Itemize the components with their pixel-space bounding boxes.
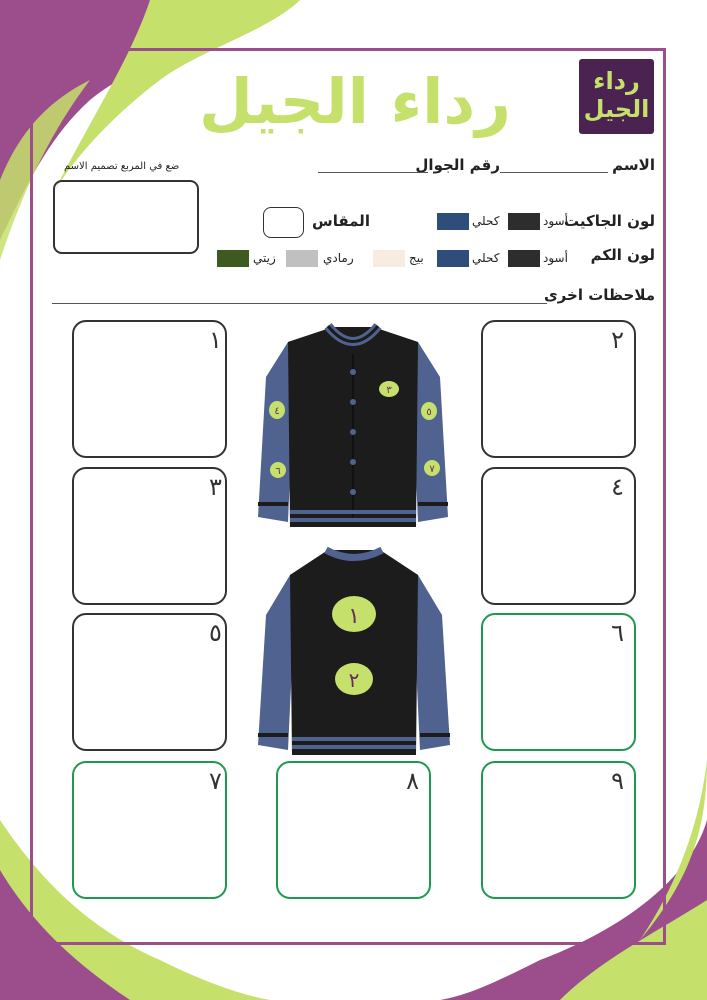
jacket-option-navy: كحلي (472, 214, 500, 228)
design-box-3[interactable] (72, 467, 227, 605)
jacket-front-illustration (258, 322, 448, 532)
design-box-6[interactable] (481, 613, 636, 751)
size-box[interactable] (263, 207, 304, 238)
name-label: الاسم (612, 156, 655, 174)
front-badge-7: ٧ (429, 464, 435, 475)
design-box-4[interactable] (481, 467, 636, 605)
sleeve-swatch-olive[interactable] (217, 250, 249, 267)
design-box-8[interactable] (276, 761, 431, 899)
design-box-7[interactable] (72, 761, 227, 899)
jacket-swatch-black[interactable] (508, 213, 540, 230)
phone-field[interactable] (318, 172, 428, 173)
box-number: ٢ (611, 326, 624, 354)
sleeve-option-grey: رمادي (323, 251, 354, 265)
design-box-9[interactable] (481, 761, 636, 899)
name-design-box[interactable] (53, 180, 199, 254)
box-number: ٦ (611, 619, 624, 647)
design-box-1[interactable] (72, 320, 227, 458)
jacket-color-label: لون الجاكيت (563, 212, 655, 230)
notes-label: ملاحظات اخرى (543, 286, 655, 304)
back-badge-2: ٢ (348, 668, 360, 692)
size-label: المقاس (312, 212, 370, 230)
notes-field[interactable] (52, 303, 547, 304)
front-badge-3: ٣ (386, 385, 392, 396)
box-number: ٨ (406, 767, 419, 795)
box-number: ٤ (611, 473, 624, 501)
jacket-option-black: أسود (543, 214, 568, 228)
front-badge-6: ٦ (275, 466, 281, 477)
sleeve-swatch-beige[interactable] (373, 250, 405, 267)
box-number: ٩ (611, 767, 624, 795)
sleeve-swatch-navy[interactable] (437, 250, 469, 267)
back-badge-1: ١ (348, 604, 360, 629)
front-badge-4: ٤ (274, 406, 280, 417)
box-number: ١ (209, 326, 222, 354)
sleeve-option-beige: بيج (409, 251, 424, 265)
phone-label: رقم الجوال (415, 156, 500, 174)
logo-line-1: رداء (593, 67, 640, 95)
box-number: ٧ (209, 767, 222, 795)
sleeve-option-navy: كحلي (472, 251, 500, 265)
brand-logo (579, 59, 654, 134)
design-box-5[interactable] (72, 613, 227, 751)
page-title: رداء الجيل (199, 65, 511, 138)
sleeve-option-black: أسود (543, 251, 568, 265)
box-number: ٣ (209, 473, 222, 501)
sleeve-swatch-grey[interactable] (286, 250, 318, 267)
design-box-2[interactable] (481, 320, 636, 458)
jacket-back-illustration (258, 545, 450, 760)
logo-line-2: الجيل (583, 95, 650, 123)
name-field[interactable] (500, 172, 608, 173)
jacket-swatch-navy[interactable] (437, 213, 469, 230)
sleeve-color-label: لون الكم (590, 246, 655, 264)
sleeve-swatch-black[interactable] (508, 250, 540, 267)
name-design-label: ضع في المربع تصميم الاسم (64, 161, 180, 172)
box-number: ٥ (209, 619, 222, 647)
sleeve-option-olive: زيتي (253, 251, 276, 265)
front-badge-5: ٥ (426, 407, 432, 418)
